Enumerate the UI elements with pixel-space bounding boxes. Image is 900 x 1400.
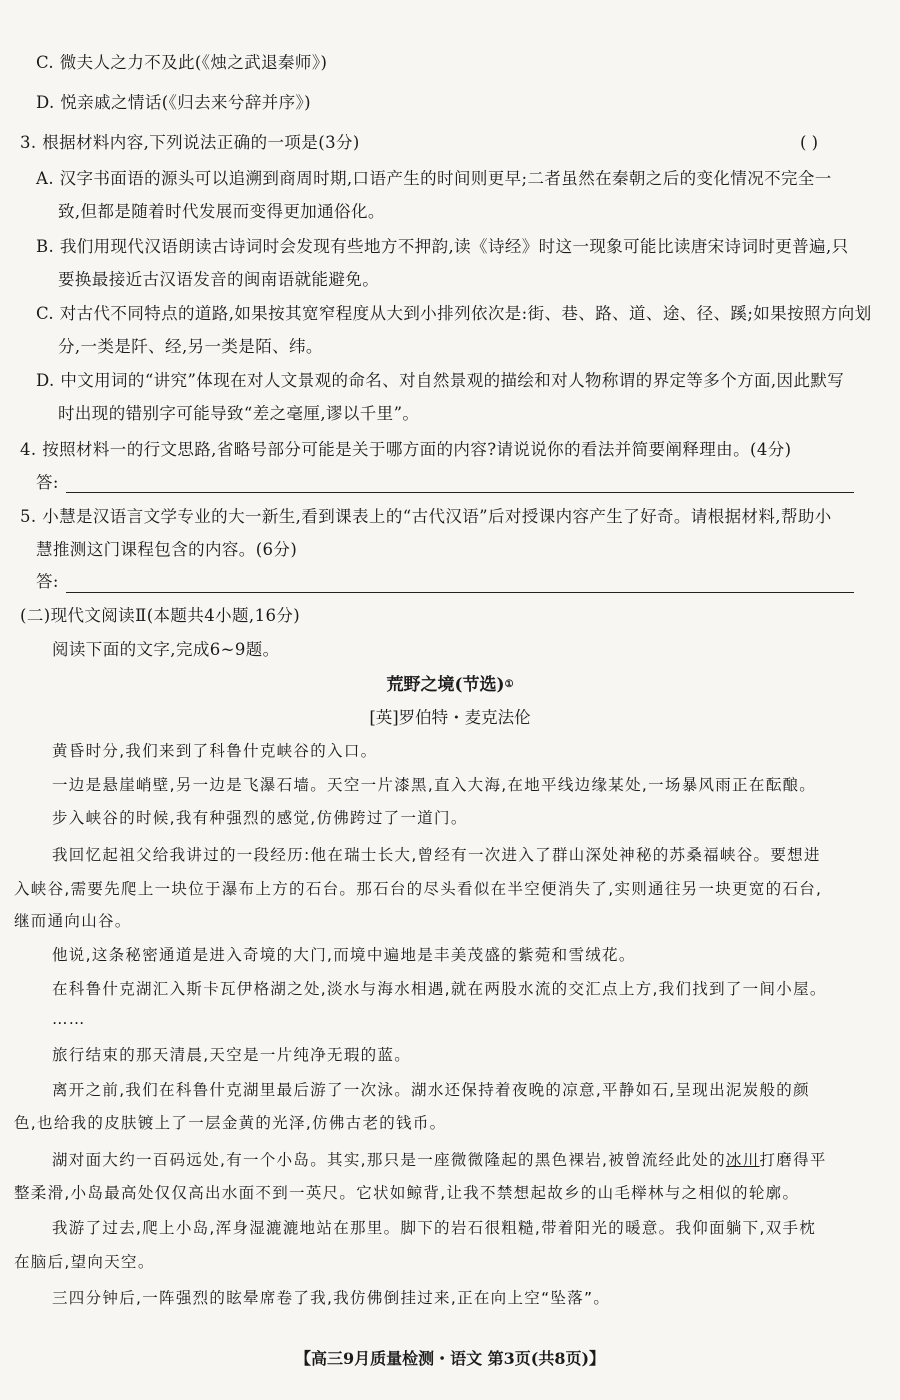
q3-option-b-line1: B. 我们用现代汉语朗读古诗词时会发现有些地方不押韵,读《诗经》时这一现象可能比读唐宋诗词时更普遍,只 [36, 237, 849, 256]
title-footnote-marker: ① [504, 679, 514, 690]
question-4-stem: 4. 按照材料一的行文思路,省略号部分可能是关于哪方面的内容?请说说你的看法并简要阐释理由。(4分) [20, 440, 792, 459]
paragraph-4-line1: 我回忆起祖父给我讲过的一段经历:他在瑞士长大,曾经有一次进入了群山深处神秘的苏桑福峡谷。要想进 [52, 846, 821, 864]
article-title-text: 荒野之境(节选) [386, 675, 505, 695]
paragraph-1: 黄昏时分,我们来到了科鲁什克峡谷的入口。 [52, 742, 378, 760]
paragraph-3: 步入峡谷的时候,我有种强烈的感觉,仿佛跨过了一道门。 [52, 809, 468, 827]
q5-answer-label: 答: [36, 572, 59, 591]
section-heading: (二)现代文阅读Ⅱ(本题共4小题,16分) [20, 606, 301, 625]
paragraph-5: 他说,这条秘密通道是进入奇境的大门,而境中遍地是丰美茂盛的紫菀和雪绒花。 [52, 946, 636, 964]
paragraph-9-line1 [52, 1148, 827, 1172]
paragraph-9-text-b: 打磨得平 [759, 1151, 827, 1169]
paragraph-8-line2: 色,也给我的皮肤镀上了一层金黄的光泽,仿佛古老的钱币。 [14, 1114, 447, 1132]
paragraph-11: 三四分钟后,一阵强烈的眩晕席卷了我,我仿佛倒挂过来,正在向上空“坠落”。 [52, 1289, 611, 1307]
paragraph-10-line2: 在脑后,望向天空。 [14, 1253, 155, 1271]
paragraph-9-line2: 整柔滑,小岛最高处仅仅高出水面不到一英尺。它状如鲸背,让我不禁想起故乡的山毛榉林与之相似的轮廓。 [14, 1184, 800, 1202]
option-d-prev: D. 悦亲戚之情话(《归去来兮辞并序》) [36, 93, 312, 112]
q3-option-c-line1: C. 对古代不同特点的道路,如果按其宽窄程度从大到小排列依次是:街、巷、路、道、途、径、蹊;如果按照方向划 [36, 304, 872, 323]
q4-answer-label: 答: [36, 473, 59, 492]
q3-option-a-line2: 致,但都是随着时代发展而变得更加通俗化。 [58, 202, 385, 221]
paragraph-4-line2: 入峡谷,需要先爬上一块位于瀑布上方的石台。那石台的尽头看似在半空便消失了,实则通往另一块更宽的石台, [14, 880, 823, 898]
q5-answer-line[interactable] [66, 592, 854, 593]
q4-answer-line[interactable] [66, 492, 854, 493]
paragraph-9-text-a: 湖对面大约一百码远处,有一个小岛。其实,那只是一座微微隆起的黑色裸岩,被曾流经此处的 [52, 1151, 726, 1169]
article-author: [英]罗伯特・麦克法伦 [369, 708, 531, 727]
paragraph-2: 一边是悬崖峭壁,另一边是飞瀑石墙。天空一片漆黑,直入大海,在地平线边缘某处,一场暴风雨正在酝酿。 [52, 776, 817, 794]
section-instruction: 阅读下面的文字,完成6~9题。 [52, 640, 280, 659]
page-footer: 【高三9月质量检测・语文 第3页(共8页)】 [294, 1349, 606, 1368]
q3-option-d-line2: 时出现的错别字可能导致“差之毫厘,谬以千里”。 [58, 404, 420, 423]
option-c-prev: C. 微夫人之力不及此(《烛之武退秦师》) [36, 53, 328, 72]
question-5-stem-line1: 5. 小慧是汉语言文学专业的大一新生,看到课表上的“古代汉语”后对授课内容产生了好奇。请根据材料,帮助小 [20, 507, 832, 526]
paragraph-7: 旅行结束的那天清晨,天空是一片纯净无瑕的蓝。 [52, 1046, 412, 1064]
article-title [0, 673, 900, 697]
q3-option-c-line2: 分,一类是阡、经,另一类是陌、纬。 [58, 337, 323, 356]
paragraph-10-line1: 我游了过去,爬上小岛,浑身湿漉漉地站在那里。脚下的岩石很粗糙,带着阳光的暖意。我仰面躺下,双手枕 [52, 1219, 817, 1237]
q3-option-a-line1: A. 汉字书面语的源头可以追溯到商周时期,口语产生的时间则更早;二者虽然在秦朝之后的变化情况不完全一 [36, 169, 832, 188]
underlined-word: 冰川 [725, 1151, 760, 1169]
paragraph-8-line1: 离开之前,我们在科鲁什克湖里最后游了一次泳。湖水还保持着夜晚的凉意,平静如石,呈现出泥炭般的颜 [52, 1081, 810, 1099]
question-3-stem: 3. 根据材料内容,下列说法正确的一项是(3分) [20, 133, 360, 152]
answer-parentheses: ( ) [800, 133, 819, 152]
paragraph-4-line3: 继而通向山谷。 [14, 912, 132, 930]
q3-option-b-line2: 要换最接近古汉语发音的闽南语就能避免。 [58, 270, 380, 289]
q3-option-d-line1: D. 中文用词的“讲究”体现在对人文景观的命名、对自然景观的描绘和对人物称谓的界定等多个方面,因此默写 [36, 371, 845, 390]
question-5-stem-line2: 慧推测这门课程包含的内容。(6分) [36, 540, 298, 559]
ellipsis: …… [52, 1010, 86, 1028]
paragraph-6: 在科鲁什克湖汇入斯卡瓦伊格湖之处,淡水与海水相遇,就在两股水流的交汇点上方,我们找到了一间小屋。 [52, 980, 827, 998]
